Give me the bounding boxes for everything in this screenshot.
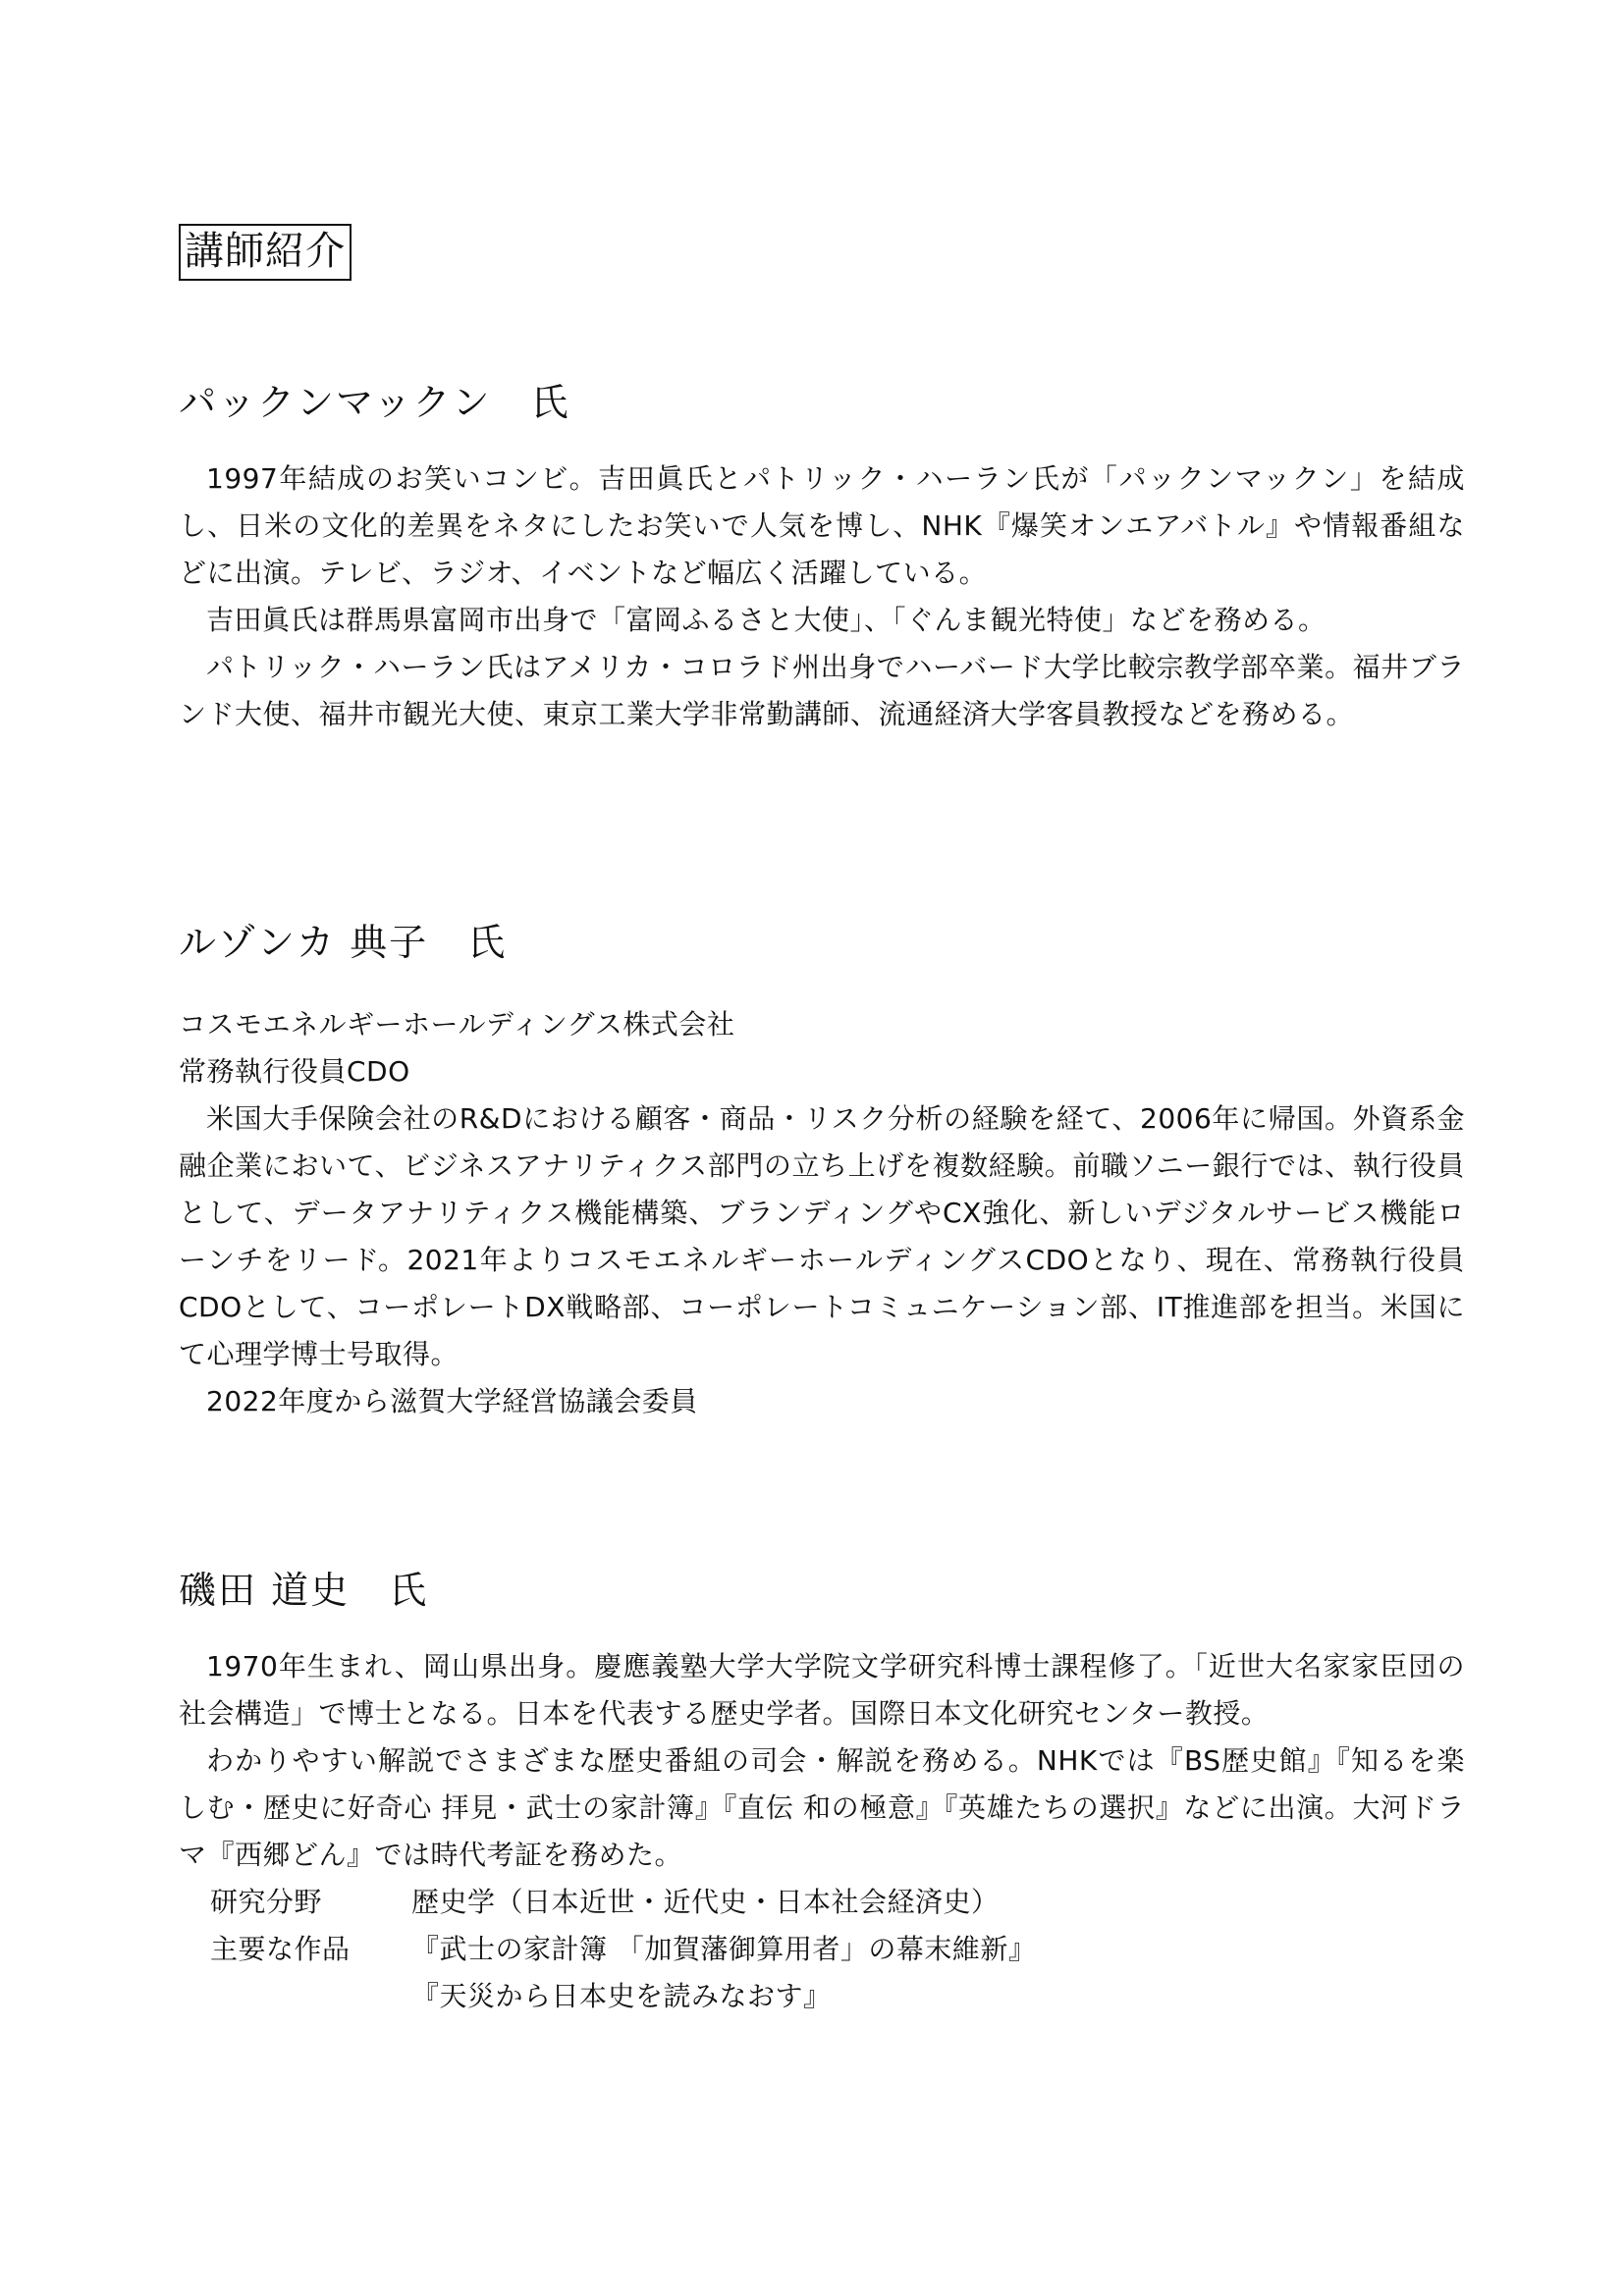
field-label: 主要な作品 (210, 1933, 351, 1965)
field-label: 研究分野 (210, 1886, 323, 1918)
field-value: 『武士の家計簿 「加賀藩御算用者」の幕末維新』 (411, 1933, 1037, 1965)
speaker-bio (179, 1643, 1465, 2020)
speaker-name: 磯田 道史 氏 (179, 1569, 429, 1612)
bio-paragraph: 1970年生まれ、岡山県出身。慶應義塾大学大学院文学研究科博士課程修了。「近世大名家家臣団の社会構造」で博士となる。日本を代表する歴史学者。国際日本文化研究センター教授。 (179, 1650, 1465, 1730)
field-values (411, 1926, 1465, 2020)
bio-paragraph: わかりやすい解説でさまざまな歴史番組の司会・解説を務める。NHKでは『BS歴史館』『知るを楽しむ・歴史に好奇心 拝見・武士の家計簿』『直伝 和の極意』『英雄たちの選択』などに出演。大河ドラマ『西郷どん』では時代考証を務めた。 (179, 1744, 1465, 1871)
speaker-affiliation: コスモエネルギーホールディングス株式会社 (179, 1008, 735, 1041)
field-value: 『天災から日本史を読みなおす』 (411, 1980, 832, 2012)
research-field-row (179, 1879, 1465, 1926)
bio-paragraph: 米国大手保険会社のR&Dにおける顧客・商品・リスク分析の経験を経て、2006年に帰国。外資系金融企業において、ビジネスアナリティクス部門の立ち上げを複数経験。前職ソニー銀行では、執行役員として、データアナリティクス機能構築、ブランディングやCX強化、新しいデジタルサービス機能ローンチをリード。2021年よりコスモエネルギーホールディングスCDOとなり、現在、常務執行役員CDOとして、コーポレートDX戦略部、コーポレートコミュニケーション部、IT推進部を担当。米国にて心理学博士号取得。 (179, 1102, 1465, 1370)
major-works-row (179, 1926, 1465, 2020)
speaker-name: パックンマックン 氏 (179, 381, 570, 424)
section-heading: 講師紹介 (179, 224, 352, 281)
speaker-profile-2 (179, 919, 1465, 1425)
speaker-profile-3 (179, 1567, 1465, 2020)
speaker-profile-1 (179, 379, 1465, 738)
bio-paragraph: 1997年結成のお笑いコンビ。吉田眞氏とパトリック・ハーラン氏が「パックンマックン」を結成し、日米の文化的差異をネタにしたお笑いで人気を博し、NHK『爆笑オンエアバトル』や情報番組などに出演。テレビ、ラジオ、イベントなど幅広く活躍している。 (179, 462, 1465, 589)
speaker-bio (179, 455, 1465, 738)
speaker-position: 常務執行役員CDO (179, 1055, 410, 1088)
bio-paragraph: パトリック・ハーラン氏はアメリカ・コロラド州出身でハーバード大学比較宗教学部卒業。福井ブランド大使、福井市観光大使、東京工業大学非常勤講師、流通経済大学客員教授などを務める。 (179, 651, 1465, 730)
bio-paragraph: 吉田眞氏は群馬県富岡市出身で「富岡ふるさと大使」、「ぐんま観光特使」などを務める。 (206, 604, 1326, 636)
field-value: 歴史学（日本近世・近代史・日本社会経済史） (411, 1886, 1000, 1918)
speaker-bio (179, 1001, 1465, 1425)
speaker-name: ルゾンカ 典子 氏 (179, 921, 508, 964)
bio-paragraph: 2022年度から滋賀大学経営協議会委員 (206, 1385, 698, 1417)
field-values (411, 1879, 1465, 1926)
